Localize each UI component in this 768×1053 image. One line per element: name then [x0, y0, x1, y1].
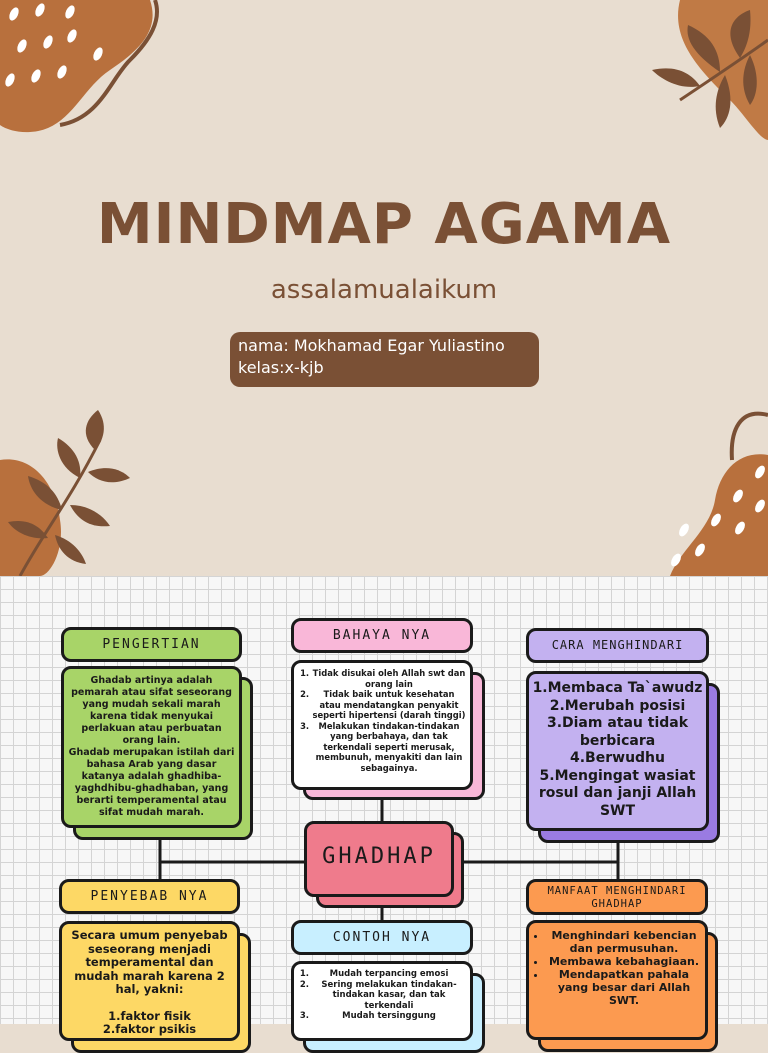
page-subtitle: assalamualaikum [270, 275, 498, 305]
heading-penyebab: PENYEBAB NYA [59, 879, 240, 914]
pengertian-text-1: Ghadab artinya adalah pemarah atau sifat seseorang yang mudah sekali marah karena tidak menyukai perlakuan atau perbuatan orang lain. [71, 675, 232, 746]
bahaya-item: 2. Tidak baik untuk kesehatan atau mendatangkan penyakit seperti hipertensi (darah tinggi) [312, 689, 466, 721]
cara-item: 4.Berwudhu [570, 750, 665, 766]
contoh-item: 1. Mudah terpancing emosi [312, 969, 466, 980]
contoh-item: 2. Sering melakukan tindakan-tindakan kasar, dan tak terkendali [312, 980, 466, 1012]
cara-item: 3.Diam atau tidak berbicara [546, 715, 689, 749]
card-bahaya [291, 660, 473, 790]
heading-pengertian: PENGERTIAN [61, 627, 242, 662]
blob-decoration-top-left [0, 0, 170, 140]
heading-manfaat: MANFAAT MENGHINDARI GHADHAP [526, 879, 708, 915]
heading-contoh: CONTOH NYA [291, 920, 473, 955]
page-title: MINDMAP AGAMA [96, 192, 672, 257]
card-manfaat [526, 920, 708, 1040]
mindmap-section [0, 576, 768, 1036]
student-info-box [230, 332, 539, 387]
contoh-item: 3. Mudah tersinggung [312, 1011, 466, 1022]
heading-bahaya: BAHAYA NYA [291, 618, 473, 653]
blob-decoration-bottom-right [660, 410, 768, 576]
student-class: kelas:x-kjb [238, 358, 324, 377]
heading-cara: CARA MENGHINDARI [526, 628, 709, 663]
penyebab-item: 1.faktor fisik [108, 1008, 191, 1023]
manfaat-item: • Membawa kebahagiaan. [547, 955, 701, 968]
bahaya-item: 3. Melakukan tindakan-tindakan yang berbahaya, dan tak terkendali seperti merusak, membunuh, menyakiti dan lain sebagainya. [312, 721, 466, 774]
bahaya-item: 1. Tidak disukai oleh Allah swt dan orang lain [312, 668, 466, 689]
leaf-decoration-bottom-left [0, 410, 140, 576]
card-contoh [291, 961, 473, 1041]
manfaat-item: • Mendapatkan pahala yang besar dari Allah SWT. [547, 968, 701, 1007]
manfaat-item: • Menghindari kebencian dan permusuhan. [547, 929, 701, 955]
cara-item: 2.Merubah posisi [549, 697, 686, 714]
penyebab-item: 2.faktor psikis [102, 1022, 197, 1036]
card-penyebab [59, 921, 240, 1041]
penyebab-intro: Secara umum penyebab seseorang menjadi temperamental dan mudah marah karena 2 hal, yakni: [71, 928, 228, 996]
cara-item: 5.Mengingat wasiat rosul dan janji Allah SWT [538, 767, 697, 819]
cara-item: 1.Membaca Ta`awudz [532, 680, 703, 696]
student-name: nama: Mokhamad Egar Yuliastino [238, 336, 505, 355]
pengertian-text-2: Ghadab merupakan istilah dari bahasa Arab yang dasar katanya adalah ghadhiba-yaghdhibu-ghadhaban, yang berarti temperamental atau sifat mudah marah. [68, 747, 235, 818]
card-cara [526, 671, 709, 831]
card-pengertian [61, 666, 242, 828]
leaf-decoration-top-right [640, 0, 768, 150]
center-node: GHADHAP [304, 821, 454, 897]
